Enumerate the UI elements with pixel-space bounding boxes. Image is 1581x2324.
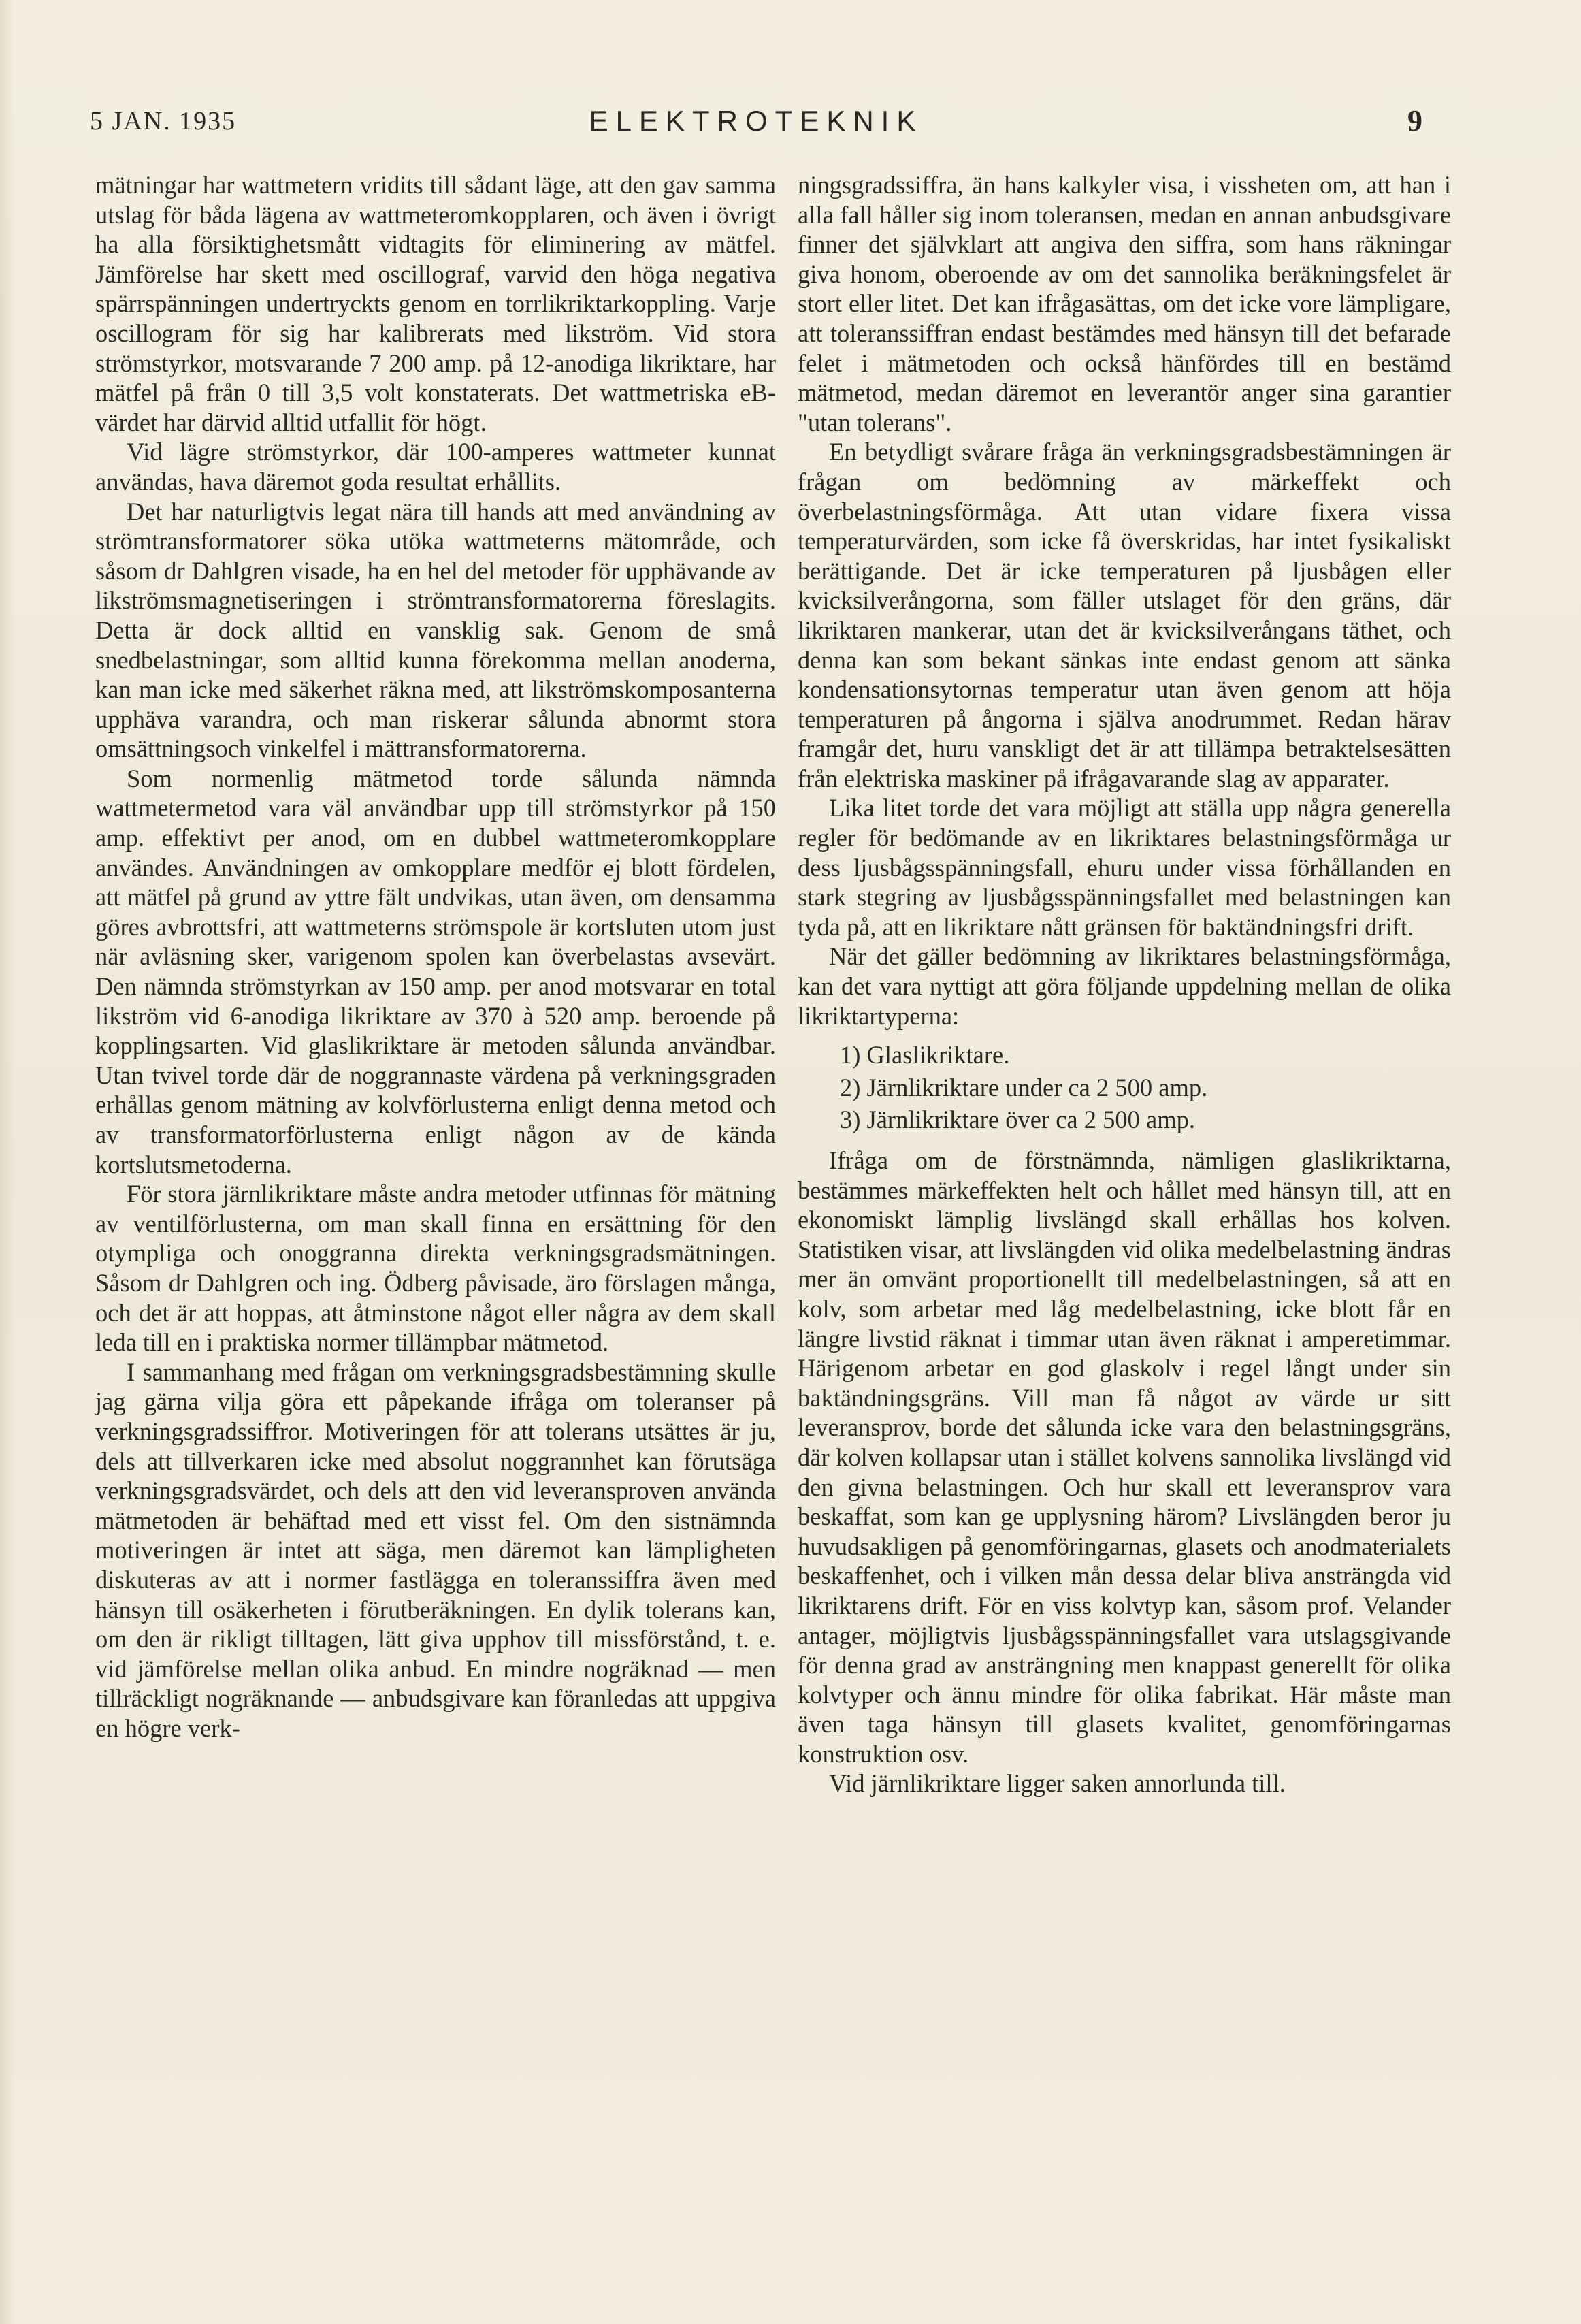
journal-title: ELEKTROTEKNIK bbox=[589, 105, 924, 137]
paragraph: Ifråga om de förstnämnda, nämligen glaslikriktarna, bestämmes märkeffekten helt och hållet med hänsyn till, att en ekonomiskt lämplig livslängd skall erhållas hos kolven. Statistiken visar, att livslängden vid olika medelbelastning ändras mer än omvänt proportionellt till medelbelastningen, så att en kolv, som arbetar med låg medelbelastning, icke blott får en längre livstid räknat i timmar utan även räknat i amperetimmar. Härigenom arbetar en god glaskolv i regel långt under sin baktändningsgräns. Vill man få något av värde ur sitt leveransprov, borde det sålunda icke vara den belastningsgräns, där kolven kollapsar utan i stället kolvens sannolika livslängd vid den givna belastningen. Och hur skall ett leveransprov vara beskaffat, som kan ge upplysning härom? Livslängden beror ju huvudsakligen på genomföringarnas, glasets och anodmaterialets beskaffenhet, och i vilken mån dessa delar bliva ansträngda vid likriktarens drift. För en viss kolvtyp kan, såsom prof. Velander antager, möjligtvis ljusbågsspänningsfallet vara utslagsgivande för denna grad av ansträngning men knappast generellt för olika kolvtyper och ännu mindre för olika fabrikat. Här måste man även taga hänsyn till glasets kvalitet, genomföringarnas konstruktion osv. bbox=[798, 1146, 1451, 1768]
issue-date: 5 JAN. 1935 bbox=[90, 107, 237, 135]
paragraph: I sammanhang med frågan om verkningsgradsbestämning skulle jag gärna vilja göra ett påpekande ifråga om toleranser på verkningsgradssiffror. Motiveringen för att tolerans utsättes är ju, dels att tillverkaren icke med absolut noggrannhet kan förutsäga verkningsgradsvärdet, och dels att den vid leveransproven använda mätmetoden är behäftad med ett visst fel. Om den sistnämnda motiveringen är intet att säga, men däremot kan lämpligheten diskuteras av att i normer fastlägga en toleranssiffra även med hänsyn till osäkerheten i förutberäkningen. En dylik tolerans kan, om den är rikligt tilltagen, lätt giva upphov till missförstånd, t. e. vid jämförelse mellan olika anbud. En mindre nogräknad — men tillräckligt nogräknande — anbudsgivare kan föranledas att uppgiva en högre verk- bbox=[95, 1357, 776, 1742]
page-header bbox=[90, 101, 1422, 142]
list-item: 1) Glaslikriktare. bbox=[840, 1041, 1010, 1069]
paragraph: Som normenlig mätmetod torde sålunda nämnda wattmetermetod vara väl användbar upp till strömstyrkor på 150 amp. effektivt per anod, om en dubbel wattmeteromkopplare användes. Användningen av omkopplare medför ej blott fördelen, att mätfel på grund av yttre fält undvikas, utan även, om densamma göres avbrottsfri, att wattmeterns strömspole är kortsluten utom just när avläsning sker, varigenom spolen kan överbelastas avsevärt. Den nämnda strömstyrkan av 150 amp. per anod motsvarar en total likström vid 6-anodiga likriktare av 370 à 520 amp. beroende på kopplingsarten. Vid glaslikriktare är metoden sålunda användbar. Utan tvivel torde där de noggrannaste värdena på verkningsgraden erhållas genom mätning av kolvförlusterna enligt denna metod och av transformatorförlusterna enligt någon av de kända kortslutsmetoderna. bbox=[95, 764, 776, 1178]
list-item: 3) Järnlikriktare över ca 2 500 amp. bbox=[840, 1105, 1195, 1134]
paragraph: Vid lägre strömstyrkor, där 100-amperes wattmeter kunnat användas, hava däremot goda resultat erhållits. bbox=[95, 438, 776, 496]
paragraph: En betydligt svårare fråga än verkningsgradsbestämningen är frågan om bedömning av märkeffekt och överbelastningsförmåga. Att utan vidare fixera vissa temperaturvärden, som icke få överskridas, har intet fysikaliskt berättigande. Det är icke temperaturen på ljusbågen eller kvicksilverångorna, som fäller utslaget för den gräns, där likriktaren mankerar, utan det är kvicksilverångans täthet, och denna kan som bekant sänkas inte endast genom att sänka kondensationsytornas temperatur utan även genom att höja temperaturen på ångorna i själva anodrummet. Redan härav framgår det, huru vanskligt det är att tillämpa betraktelsesätten från elektriska maskiner på ifrågavarande slag av apparater. bbox=[798, 438, 1451, 792]
paragraph: Lika litet torde det vara möjligt att ställa upp några generella regler för bedömande av en likriktares belastningsförmåga ur dess ljusbågsspänningsfall, ehuru under vissa förhållanden en stark stegring av ljusbågsspänningsfallet med belastningen kan tyda på, att en likriktare nått gränsen för baktändningsfri drift. bbox=[798, 794, 1451, 941]
paragraph: ningsgradssiffra, än hans kalkyler visa, i vissheten om, att han i alla fall håller sig inom toleransen, medan en annan anbudsgivare finner det självklart att angiva den siffra, som hans räkningar giva honom, oberoende av om det sannolika beräkningsfelet är stort eller litet. Det kan ifrågasättas, om det icke vore lämpligare, att toleranssiffran endast bestämdes med hänsyn till det befarade felet i mätmetoden och också hänfördes till en bestämd mätmetod, medan däremot en leverantör anger sina garantier "utan tolerans". bbox=[798, 171, 1451, 436]
paragraph: Vid järnlikriktare ligger saken annorlunda till. bbox=[829, 1769, 1286, 1798]
page-number: 9 bbox=[1407, 104, 1422, 138]
paragraph: För stora järnlikriktare måste andra metoder utfinnas för mätning av ventilförlusterna, om man skall finna en ersättning för den otympliga och onoggranna direkta verkningsgradsmätningen. Såsom dr Dahlgren och ing. Ödberg påvisade, äro förslagen många, och det är att hoppas, att åtminstone något eller några av dem skall leda till en i praktiska normer tillämpbar mätmetod. bbox=[95, 1180, 776, 1357]
paragraph: mätningar har wattmetern vridits till sådant läge, att den gav samma utslag för båda lägena av wattmeteromkopplaren, och även i övrigt ha alla försiktighetsmått vidtagits för eliminering av mätfel. Jämförelse har skett med oscillograf, varvid den höga negativa spärrspänningen undertryckts genom en torrlikriktarkoppling. Varje oscillogram för sig har kalibrerats med likström. Vid stora strömstyrkor, motsvarande 7 200 amp. på 12-anodiga likriktare, har mätfel på från 0 till 3,5 volt konstaterats. Det wattmetriska eB-värdet har därvid alltid utfallit för högt. bbox=[95, 171, 776, 436]
paragraph: Det har naturligtvis legat nära till hands att med användning av strömtransformatorer söka utöka wattmeterns mätområde, och såsom dr Dahlgren visade, ha en hel del metoder för upphävande av likströmsmagnetiseringen i strömtransformatorerna föreslagits. Detta är dock alltid en vansklig sak. Genom de små snedbelastningar, som alltid kunna förekomma mellan anoderna, kan man icke med säkerhet räkna med, att likströmskomposanterna upphäva varandra, och man riskerar sålunda abnormt stora omsättningsoch vinkelfel i mättransformatorerna. bbox=[95, 497, 776, 763]
left-column bbox=[95, 170, 776, 1743]
right-column bbox=[798, 170, 1451, 1798]
rectifier-type-list bbox=[798, 1040, 1451, 1135]
list-item: 2) Järnlikriktare under ca 2 500 amp. bbox=[840, 1073, 1208, 1101]
page-edge-shadow bbox=[0, 0, 15, 2324]
paragraph: När det gäller bedömning av likriktares belastningsförmåga, kan det vara nyttigt att göra följande uppdelning mellan de olika likriktartyperna: bbox=[798, 942, 1451, 1030]
